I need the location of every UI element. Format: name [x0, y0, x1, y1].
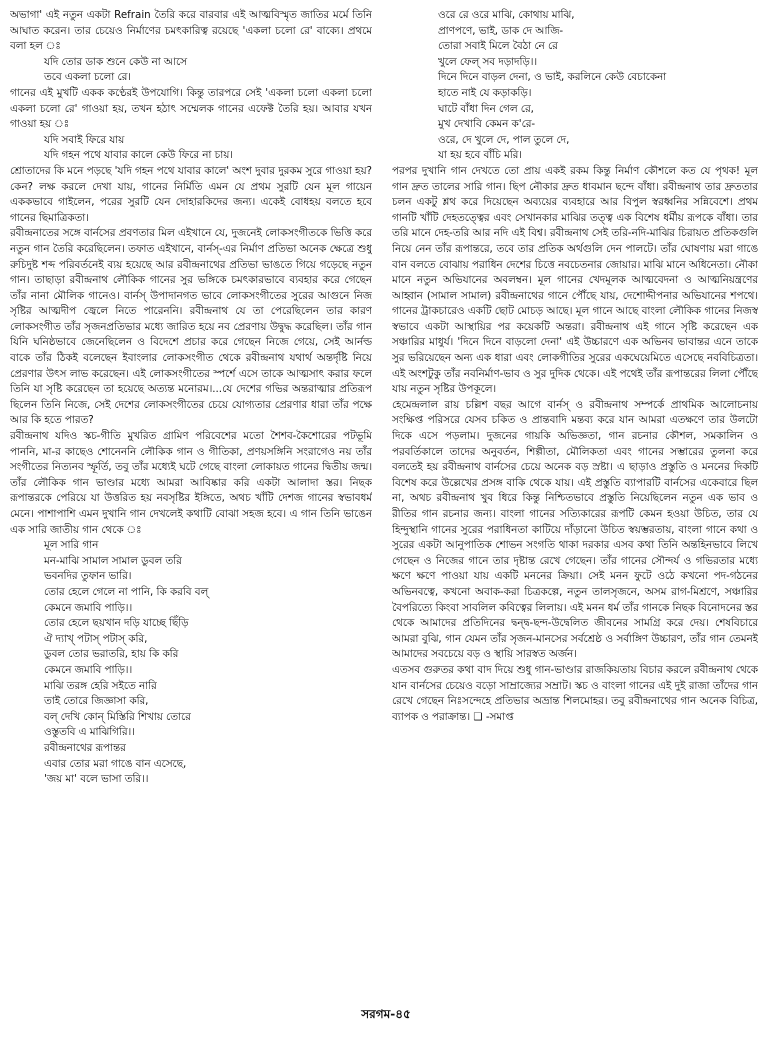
verse-line: যদি সবাই ফিরে যায় [44, 133, 125, 146]
paragraph-4: রবীন্দ্রনাতের সঙ্গে বার্নসের প্রবণতার মিল এইখানে যে, দুজনেই লোকসংগীতকে ভিত্তি করে নতুন গান তৈরি করেছিলেন। তফাত এইখানে, বার্নস্-এর নির্মাণ প্রতিভা অনেক ক্ষেত্রে শুধু রুচিদুষ্ট শব্দ পরিবর্তনেই ব্যয় হয়েছে আর রবীন্দ্রনাথের প্রতিভা ভাঙতে গিয়ে গড়েছে নতুন গান। তাছাড়া রবীন্দ্রনাথ লৌকিক গানের সুর ভঙ্গিকে চমৎকারভাবে ব্যবহার করে গেছেন তাঁর নানা মৌলিক গানেও। বার্নস্ উপাদানগত ভাবে লোকসংগীতের সুরের আগুনে নিজ সৃষ্টির আত্মদীপ জ্বেলে নিতে পারেননি। রবীন্দ্রনাথ যে তা পেরেছিলেন তার কারণ লোকসংগীত তাঁর সৃজনপ্রতিভার মধ্যে জারিত হয়ে নব প্রেরণায় উদ্বুদ্ধ করেছিল। তাঁর গান যিনি ঘনিষ্ঠভাবে জেনেছিলেন ও বিদেশে প্রচার করে গেছেন নিজে গেয়ে, সেই আর্নল্ড বাকে তাঁর ঠিকই বলেছেন ইবাংলার লোকসংগীত থেকে রবীন্দ্রনাথ যথার্থ অন্তর্দৃষ্টি নিয়ে প্রেরণার উৎস লাভ করেছেন। এই লোকসংগীতের স্পর্শে এসে তাকে আত্মসাৎ করার ফলে তিনি যা সৃষ্টি করেছেন তা হয়েছে অত্যন্ত মনোরম।...যে দেশের গভির অন্তরাত্মার প্রতিরূপ ছিলেন তিনি নিজে, সেই দেশের লোকসংগীতের চেয়ে যোগ্যতার প্রেরণার ধারা তাঁর পক্ষে আর কি হতে পারত? [10, 227, 372, 427]
verse-line: ভবনদির তুফান ভারি। [44, 570, 132, 583]
verse-line: ঘাটে বাঁধা দিন গেল রে, [438, 102, 534, 115]
verse-line: মাঝি তরঙ্গ হেরি সইতে নারি [44, 679, 157, 692]
paragraph-3: শ্রোতাদের কি মনে পড়ছে 'যদি গহন পথে যাবার কালে' অংশ দুবার দুরকম সুরে গাওয়া হয়? কেন? লক্ষ করলে দেখা যায়, গানের নির্মিতি এমন যে প্রথম সুরটি যেন মূল গায়েন এককভাবে গাইলেন, পরের সুরটি যেন দোহারকিদের জন্য। একেই বোধহয় বলতে হবে গানের ছিমাত্রিকতা। [10, 164, 372, 224]
verse-line: ওরে রে ওরে মাঝি, কোথায় মাঝি, [438, 9, 575, 21]
verse-line: হাতে নাই যে কড়াকড়ি। [438, 86, 532, 99]
verse-line: ঐ দ্যাখ্ পটাস্ পটাস্ করি, [44, 632, 148, 645]
song-title: রবীন্দ্রনাথের রূপান্তর [44, 741, 126, 754]
song-title: মূল সারি গান [44, 539, 99, 552]
paragraph-6: পরপর দুখানি গান দেখতে তো প্রায় একই রকম কিন্তু নির্মাণ কৌশলে কত যে পৃথক! মূল গান দ্রুত তালের সারি গান। ছিপ নৌকার দ্রুত ধাবমান ছন্দে বাঁধা। রবীন্দ্রনাথ তার দ্রুততার চলন একটু শ্লথ করে দিয়েছেন অব্যয়ের ব্যবহারে আর বিপুল স্বরধ্বনির সন্নিবেশে। প্রথম গানটি খাঁটি দেহতত্ত্বের এবং সেখানকার মাঝির তত্ত্ব এক বিশেষ ধর্মীয় রূপকে বাঁধা। তার তরি মানে দেহ-তরি আর নদি এই বিশ্ব। রবীন্দ্রনাথ সেই তরি-নদি-মাঝির চিরায়ত প্রতিকগুলি নিয়ে নেন তাঁর রূপান্তরে, তবে তার প্রতিক অর্থগুলি দেন পালটে। তাঁর ঘোষণায় মরা গাঙে বান বলতে বোঝায় পরাধিন দেশের চিত্তে নবচেতনার জোয়ার। মাঝি মানে অধিনেতা। নৌকা মানে নতুন অভিযানের অবলম্বন। মূল গানের খেদমূলক আত্মবেদনা ও আত্মনিয়ন্ত্রণের আহ্বান (সামাল সামাল) রবীন্দ্রনাথের গানে পৌঁছে যায়, দেশোদ্দীপনার অভিযানের শপথে। গানের ট্রাকচারেও একটি ছোট মোচড় আছে। মূল গানে আছে বাংলা লৌকিক গানের নিজস্ব স্বভাবে একটা আস্থায়ির পর কয়েকটি অন্তরা। রবীন্দ্রনাথ এই গানে সৃষ্টি করেছেন এক সঞ্চারির মাধুর্য। 'দিনে দিনে বাড়লো দেনা' এই উচ্চারণে এক অভিনব ভাবান্তর এনে তাকে সুর ভরিয়েছেন অন্য এক ধারা এবং লোকগীতির সুরের একঘেয়েমিতে এসেছে নববিচিত্রতা। এই অংশটুকু তাঁর নবনির্মাণ-ভাব ও সুর দুদিক থেকে। এই পথেই তাঁর রূপান্তরের লিলা পৌঁছে যায় নতুন সৃষ্টির উপকূলে। [392, 164, 758, 396]
verse-line: তোরা সবাই মিলে বৈঠা নে রে [438, 40, 558, 53]
verse-line: বল্ দেখি কোন্ মিস্তিরি শিখায় তোরে [44, 710, 191, 723]
paragraph-5: রবীন্দ্রনাথ যদিও স্কচ-গীতি মুখরিত গ্রামিণ পরিবেশের মতো শৈশব-কৈশোরের পটভূমি পাননি, মা-র কাছেও শোনেননি লৌকিক গান ও গীতিকা, প্রণয়সঙ্গিনি সংরাগেও নয় তাঁর সংগীতের নিত্যনব স্ফূর্তি, তবু তাঁর মধ্যেই ঘটে গেছে বাংলা লোকায়ত গানের দ্বিতীয় জন্ম। তাঁর লৌকিক গান ভাণ্ডার মধ্যে আমরা আবিষ্কার করি একটা আলাদা স্তর। নিছক রূপান্তরকে পেরিয়ে যা উত্তরিত হয় নবসৃষ্টির ইঙ্গিতে, অথচ খাঁটি দেশজ গানের স্বভাবধর্ম মেনে। পাশাপাশি এমন দুখানি গান দেখলেই কথাটি বোঝা সহজ হবে। এ গান তিনি ভাঙেন এক সারি জাতীয় গান থেকে ঃ [10, 430, 372, 536]
verse-line: যা হয় হবে বাঁচি মরি। [438, 149, 522, 162]
verse-line: কেমনে জমাবি পাড়ি।। [44, 601, 133, 614]
paragraph-8-text: এতসব গুরুতর কথা বাদ দিয়ে শুধু গান-ভাণ্ডার রাজকিয়তায় বিচার করলে রবীন্দ্রনাথ থেকে যান বার্নসের চেয়েও বড়ো সাম্রাজ্যের সম্রাট। স্কচ ও বাংলা গানের এই দুই রাজা তাঁদের গান রেখে গেছেন নিঃসন্দেহে প্রতিভার অভ্রান্ত শিলমোহর। তবু রবীন্দ্রনাথের গান অনেক বিচিত্র, ব্যাপক ও পরাক্রান্ত। [392, 663, 758, 723]
verse-line: তাই তোরে জিজ্ঞাসা করি, [44, 695, 149, 708]
verse-line: খুলে ফেল্ সব দড়াদড়ি।। [438, 55, 538, 68]
verse-line: ওরে, দে খুলে দে, পাল তুলে দে, [438, 133, 570, 146]
verse-line: প্রাণপণে, ভাই, ডাক দে আজি- [438, 24, 564, 37]
paragraph-7: হেমেন্দ্রলাল রায় চল্লিশ বছর আগে বার্নস্ ও রবীন্দ্রনাথ সম্পর্কে প্রাথমিক আলোচনায় সংক্ষিপ্ত পরিসরে যেসব চকিত ও প্রান্তবাদি মন্তব্য করে যান আমরা এতক্ষণে তার উলটো দিকে এসে পড়লাম। দুজনের গায়কি অভিজ্ঞতা, গান রচনার কৌশল, সমকালিন ও পরবর্তিকালে তাদের অনুবর্তন, শিল্পীতা, মৌলিকতা এবং গানের সম্ভারের তুলনা করে বলতেই হয় রবীন্দ্রনাথ বার্নসের চেয়ে অনেক বড় স্রষ্টা। এ ছাড়াও প্রস্তুতি ও মননের দিকটি বিশেষ করে উল্লেখের প্রসঙ্গ বাকি থেকে যায়। এই প্রস্তুতি ব্যাপারটি বার্নসের একেবারে ছিল না, অথচ রবীন্দ্রনাথ খুব ধিরে কিন্তু নিশ্চিতভাবে প্রস্তুতি নিয়েছিলেন নতুন এক ভাব ও রীতির গান রচনার জন্য। বাংলা গানের সত্যিকারের রূপটি কেমন হওয়া উচিত, তার যে হিন্দুস্থানি গানের সুরের পরাধিনতা কাটিয়ে দাঁড়ানো উচিত স্বয়ম্ভরতায়, বাংলা গানে কথা ও সুরের একটা আনুপাতিক শোভন সংগতি থাকা দরকার এসব কথা তিনি অন্তহিনভাবে লিখে গেছেন ও নিজের গানে তার দৃষ্টান্ত রেখে গেছেন। তাঁর গানের সৌন্দর্য ও গভিরতার মধ্যে ক্ষণে ক্ষণে পাওয়া যায় একটি মননের ক্রিয়া। সেই মনন ফুটে ওঠে কখনো পদ-গঠনের অভিনবত্বে, কখনো অবাক-করা চিত্রকল্পে, নতুন তালসৃজনে, অসম রাগ-মিশ্রণে, সঞ্চারির বৈপরিত্যে কিংবা সাবলিল কবিত্বের লিলায়। এই মনন ধর্ম তাঁর গানকে নিছক বিনোদনের স্তর থেকে আমাদের প্রতিদিনের দ্বন্দ্ব-ছন্দ-উদ্বেলিত জীবনের সামগ্রি করে দেয়। শেষবিচারে আমরা বুঝি, গান যেমন তাঁর সৃজন-মানসের সর্বশ্রেষ্ঠ ও সর্বাঙ্গিণ উচ্চারণ, তাঁর গান তেমনই আমাদের সবচেয়ে বড় ও স্থায়ি সারস্বত অর্জন। [392, 398, 758, 661]
end-note: -সমাপ্ত [485, 710, 514, 723]
verse-line: দিনে দিনে বাড়ল দেনা, ও ভাই, করলিনে কেউ বেচাকেনা [438, 71, 667, 84]
verse-line: যদি গহন পথে যাবার কালে কেউ ফিরে না চায়। [44, 149, 233, 162]
page-number: সরগম-৪৫ [361, 1007, 411, 1021]
verse-line: তবে একলা চলো রে। [44, 71, 131, 84]
left-column [10, 8, 372, 993]
verse-line: তোর হেলে ছয়খান দড়ি যাচ্ছে ছিঁড়ি [44, 617, 189, 630]
paragraph-1: অভাগা' এই নতুন একটা Refrain তৈরি করে বারবার এই আত্মবিস্মৃত জাতির মর্মে তিনি আঘাত করেন। তার চেয়েও নির্মাণের চমৎকারিত্ব রয়েছে 'একলা চলো রে' বাক্যে। প্রথমে বলা হল ঃ [10, 9, 372, 53]
verse-line: যদি তোর ডাক শুনে কেউ না আসে [44, 55, 187, 68]
verse-line: এবার তোর মরা গাঙে বান এসেছে, [44, 757, 187, 770]
verse-line: মুখ দেখাবি কেমন ক'রে- [438, 118, 536, 131]
verse-line: তোর হেলে গেলে না পানি, কি করবি বল্ [44, 585, 209, 598]
right-column [392, 8, 758, 993]
end-mark-icon: ❑ [473, 710, 483, 723]
verse-line: ওস্তুতবি এ মাঝিগিরি।। [44, 726, 135, 739]
verse-line: মন-মাঝি সামাল সামাল ডুবল তরি [44, 554, 182, 567]
paragraph-2: গানের এই মুখটি একক কণ্ঠেরই উপযোগি। কিন্তু তারপরে সেই 'একলা চলো একলা চলো একলা চলো রে' গাওয়া হয়, তখন হঠাৎ সম্মেলক গানের এফেক্ট তৈরি হয়। আবার যখন গাওয়া হয় ঃ [10, 86, 372, 131]
verse-line: ডুবল তোর ভরাতরি, হায় কি করি [44, 648, 179, 661]
paragraph-8 [392, 663, 758, 725]
verse-line: 'জয় মা' বলে ভাসা তরি।। [44, 773, 149, 786]
verse-line: কেমনে জমাবি পাড়ি।। [44, 663, 133, 676]
